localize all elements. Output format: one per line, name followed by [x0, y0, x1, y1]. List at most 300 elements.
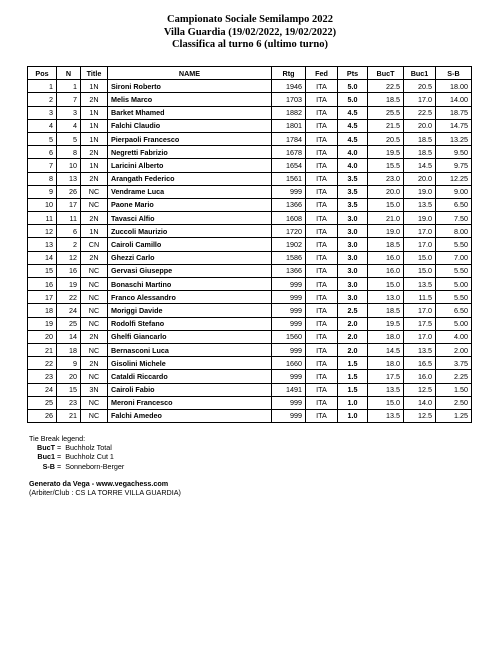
cell-pos: 16 — [28, 278, 57, 291]
table-row — [28, 357, 472, 370]
col-header-rtg: Rtg — [272, 67, 306, 80]
cell-n: 1 — [57, 80, 81, 93]
cell-fed: ITA — [306, 146, 338, 159]
cell-rtg: 999 — [272, 185, 306, 198]
legend-text: = Buchholz Cut 1 — [55, 452, 114, 462]
cell-fed: ITA — [306, 357, 338, 370]
cell-n: 14 — [57, 330, 81, 343]
cell-buc1: 13.5 — [404, 278, 436, 291]
cell-n: 16 — [57, 264, 81, 277]
cell-buc1: 14.0 — [404, 396, 436, 409]
cell-pts: 3.0 — [338, 212, 368, 225]
cell-buct: 15.0 — [368, 396, 404, 409]
cell-fed: ITA — [306, 198, 338, 211]
cell-fed: ITA — [306, 185, 338, 198]
cell-title: NC — [81, 278, 108, 291]
col-header-title: Title — [81, 67, 108, 80]
table-row — [28, 264, 472, 277]
cell-rtg: 999 — [272, 278, 306, 291]
cell-name: Sironi Roberto — [108, 80, 272, 93]
cell-buct: 21.0 — [368, 212, 404, 225]
cell-buc1: 19.0 — [404, 212, 436, 225]
table-row — [28, 396, 472, 409]
cell-name: Barket Mhamed — [108, 106, 272, 119]
cell-title: NC — [81, 343, 108, 356]
cell-buct: 20.0 — [368, 185, 404, 198]
cell-sb: 5.00 — [436, 278, 472, 291]
cell-buc1: 15.0 — [404, 251, 436, 264]
cell-buct: 15.0 — [368, 278, 404, 291]
cell-name: Cataldi Riccardo — [108, 370, 272, 383]
table-row — [28, 291, 472, 304]
cell-pts: 1.5 — [338, 357, 368, 370]
cell-name: Paone Mario — [108, 198, 272, 211]
cell-name: Franco Alessandro — [108, 291, 272, 304]
col-header-buct: BucT — [368, 67, 404, 80]
cell-buct: 22.5 — [368, 80, 404, 93]
cell-title: NC — [81, 291, 108, 304]
cell-title: NC — [81, 317, 108, 330]
cell-sb: 5.50 — [436, 291, 472, 304]
cell-n: 18 — [57, 343, 81, 356]
cell-rtg: 1560 — [272, 330, 306, 343]
cell-name: Bonaschi Martino — [108, 278, 272, 291]
table-row — [28, 80, 472, 93]
cell-rtg: 1801 — [272, 119, 306, 132]
cell-sb: 3.75 — [436, 357, 472, 370]
cell-buc1: 20.5 — [404, 80, 436, 93]
cell-name: Arangath Federico — [108, 172, 272, 185]
legend-text: = Buchholz Total — [55, 443, 112, 453]
cell-pts: 2.5 — [338, 304, 368, 317]
tie-break-legend — [29, 434, 124, 471]
cell-rtg: 999 — [272, 409, 306, 422]
cell-pos: 18 — [28, 304, 57, 317]
cell-pts: 3.0 — [338, 238, 368, 251]
cell-buct: 15.5 — [368, 159, 404, 172]
cell-buct: 18.5 — [368, 93, 404, 106]
cell-fed: ITA — [306, 80, 338, 93]
cell-rtg: 1654 — [272, 159, 306, 172]
legend-item — [29, 462, 124, 471]
cell-name: Cairoli Camillo — [108, 238, 272, 251]
cell-pts: 4.0 — [338, 159, 368, 172]
cell-n: 5 — [57, 132, 81, 145]
cell-sb: 9.50 — [436, 146, 472, 159]
cell-n: 21 — [57, 409, 81, 422]
cell-buc1: 22.5 — [404, 106, 436, 119]
cell-fed: ITA — [306, 383, 338, 396]
cell-buc1: 14.5 — [404, 159, 436, 172]
cell-name: Gisolini Michele — [108, 357, 272, 370]
cell-buct: 13.5 — [368, 409, 404, 422]
cell-pos: 4 — [28, 119, 57, 132]
cell-title: 1N — [81, 106, 108, 119]
cell-buc1: 20.0 — [404, 172, 436, 185]
cell-sb: 14.75 — [436, 119, 472, 132]
cell-pos: 22 — [28, 357, 57, 370]
cell-buct: 19.5 — [368, 146, 404, 159]
cell-buc1: 17.5 — [404, 317, 436, 330]
table-header-row — [28, 67, 472, 80]
cell-pts: 4.5 — [338, 119, 368, 132]
cell-n: 22 — [57, 291, 81, 304]
cell-pos: 6 — [28, 146, 57, 159]
cell-title: NC — [81, 198, 108, 211]
table-row — [28, 93, 472, 106]
cell-sb: 5.00 — [436, 317, 472, 330]
cell-title: NC — [81, 264, 108, 277]
col-header-sb: S-B — [436, 67, 472, 80]
cell-pts: 3.0 — [338, 291, 368, 304]
table-row — [28, 185, 472, 198]
table-row — [28, 159, 472, 172]
cell-pts: 3.5 — [338, 172, 368, 185]
cell-sb: 7.00 — [436, 251, 472, 264]
cell-sb: 5.50 — [436, 238, 472, 251]
cell-title: 2N — [81, 357, 108, 370]
cell-rtg: 1902 — [272, 238, 306, 251]
table-row — [28, 146, 472, 159]
cell-pts: 5.0 — [338, 93, 368, 106]
cell-pts: 5.0 — [338, 80, 368, 93]
cell-title: 1N — [81, 132, 108, 145]
cell-pos: 3 — [28, 106, 57, 119]
cell-buc1: 17.0 — [404, 225, 436, 238]
cell-sb: 1.25 — [436, 409, 472, 422]
cell-pts: 3.0 — [338, 251, 368, 264]
cell-sb: 2.00 — [436, 343, 472, 356]
standings-table — [27, 66, 472, 423]
cell-buct: 19.5 — [368, 317, 404, 330]
cell-title: 2N — [81, 172, 108, 185]
cell-n: 20 — [57, 370, 81, 383]
col-header-pts: Pts — [338, 67, 368, 80]
cell-rtg: 1703 — [272, 93, 306, 106]
cell-rtg: 999 — [272, 343, 306, 356]
cell-title: 2N — [81, 93, 108, 106]
cell-rtg: 1586 — [272, 251, 306, 264]
table-row — [28, 212, 472, 225]
cell-buct: 17.5 — [368, 370, 404, 383]
cell-title: NC — [81, 409, 108, 422]
cell-fed: ITA — [306, 106, 338, 119]
cell-pts: 4.5 — [338, 106, 368, 119]
cell-n: 12 — [57, 251, 81, 264]
cell-buct: 16.0 — [368, 264, 404, 277]
cell-pts: 2.0 — [338, 343, 368, 356]
cell-buc1: 12.5 — [404, 383, 436, 396]
cell-buct: 25.5 — [368, 106, 404, 119]
cell-title: NC — [81, 370, 108, 383]
cell-name: Cairoli Fabio — [108, 383, 272, 396]
cell-buct: 18.0 — [368, 357, 404, 370]
cell-title: NC — [81, 396, 108, 409]
generated-by: Generato da Vega - www.vegachess.com — [29, 479, 169, 488]
cell-sb: 9.75 — [436, 159, 472, 172]
cell-buct: 19.0 — [368, 225, 404, 238]
cell-pos: 13 — [28, 238, 57, 251]
legend-item — [29, 443, 124, 452]
cell-fed: ITA — [306, 251, 338, 264]
cell-sb: 12.25 — [436, 172, 472, 185]
cell-sb: 4.00 — [436, 330, 472, 343]
cell-name: Rodolfi Stefano — [108, 317, 272, 330]
cell-buc1: 17.0 — [404, 330, 436, 343]
cell-rtg: 1660 — [272, 357, 306, 370]
table-row — [28, 238, 472, 251]
standings-body — [28, 80, 472, 423]
col-header-pos: Pos — [28, 67, 57, 80]
cell-pts: 3.0 — [338, 225, 368, 238]
cell-buc1: 18.5 — [404, 132, 436, 145]
cell-fed: ITA — [306, 159, 338, 172]
cell-fed: ITA — [306, 330, 338, 343]
cell-pts: 3.0 — [338, 278, 368, 291]
cell-n: 11 — [57, 212, 81, 225]
legend-title: Tie Break legend: — [29, 434, 86, 443]
cell-fed: ITA — [306, 278, 338, 291]
col-header-n: N — [57, 67, 81, 80]
cell-pos: 1 — [28, 80, 57, 93]
cell-pos: 25 — [28, 396, 57, 409]
cell-fed: ITA — [306, 212, 338, 225]
table-row — [28, 370, 472, 383]
cell-n: 2 — [57, 238, 81, 251]
cell-pts: 3.5 — [338, 185, 368, 198]
cell-pos: 9 — [28, 185, 57, 198]
legend-item — [29, 452, 124, 461]
cell-n: 8 — [57, 146, 81, 159]
cell-rtg: 999 — [272, 304, 306, 317]
cell-rtg: 1561 — [272, 172, 306, 185]
cell-fed: ITA — [306, 291, 338, 304]
cell-pos: 26 — [28, 409, 57, 422]
document-footer — [29, 479, 181, 497]
cell-name: Tavasci Alfio — [108, 212, 272, 225]
cell-title: 1N — [81, 225, 108, 238]
table-row — [28, 119, 472, 132]
table-row — [28, 172, 472, 185]
table-row — [28, 330, 472, 343]
legend-key: S-B — [42, 461, 55, 471]
cell-buc1: 15.0 — [404, 264, 436, 277]
tournament-venue-dates: Villa Guardia (19/02/2022, 19/02/2022) — [163, 26, 337, 38]
cell-sb: 5.50 — [436, 264, 472, 277]
cell-pts: 3.0 — [338, 264, 368, 277]
cell-n: 19 — [57, 278, 81, 291]
cell-buc1: 20.0 — [404, 119, 436, 132]
cell-name: Vendrame Luca — [108, 185, 272, 198]
cell-n: 15 — [57, 383, 81, 396]
cell-sb: 2.25 — [436, 370, 472, 383]
cell-fed: ITA — [306, 119, 338, 132]
cell-sb: 8.00 — [436, 225, 472, 238]
cell-fed: ITA — [306, 264, 338, 277]
cell-buct: 13.0 — [368, 291, 404, 304]
cell-rtg: 1366 — [272, 198, 306, 211]
cell-buct: 13.5 — [368, 383, 404, 396]
arbiter-club: (Arbiter/Club : CS LA TORRE VILLA GUARDIA) — [29, 488, 181, 498]
cell-title: 2N — [81, 251, 108, 264]
cell-name: Zuccoli Maurizio — [108, 225, 272, 238]
cell-n: 3 — [57, 106, 81, 119]
table-row — [28, 383, 472, 396]
cell-pos: 15 — [28, 264, 57, 277]
table-row — [28, 198, 472, 211]
cell-rtg: 999 — [272, 370, 306, 383]
cell-pos: 12 — [28, 225, 57, 238]
cell-pts: 4.0 — [338, 146, 368, 159]
cell-title: NC — [81, 185, 108, 198]
cell-n: 23 — [57, 396, 81, 409]
cell-buct: 20.5 — [368, 132, 404, 145]
table-row — [28, 304, 472, 317]
cell-name: Negretti Fabrizio — [108, 146, 272, 159]
cell-rtg: 1784 — [272, 132, 306, 145]
cell-n: 10 — [57, 159, 81, 172]
cell-fed: ITA — [306, 132, 338, 145]
cell-title: NC — [81, 304, 108, 317]
tournament-title: Campionato Sociale Semilampo 2022 — [167, 14, 333, 25]
cell-sb: 7.50 — [436, 212, 472, 225]
cell-rtg: 999 — [272, 317, 306, 330]
cell-buc1: 13.5 — [404, 343, 436, 356]
cell-buct: 18.5 — [368, 304, 404, 317]
cell-name: Pierpaoli Francesco — [108, 132, 272, 145]
cell-sb: 14.00 — [436, 93, 472, 106]
cell-name: Meroni Francesco — [108, 396, 272, 409]
cell-sb: 18.00 — [436, 80, 472, 93]
cell-title: 1N — [81, 119, 108, 132]
cell-pos: 11 — [28, 212, 57, 225]
cell-pts: 1.0 — [338, 409, 368, 422]
table-row — [28, 409, 472, 422]
cell-n: 26 — [57, 185, 81, 198]
cell-name: Melis Marco — [108, 93, 272, 106]
cell-pts: 1.5 — [338, 383, 368, 396]
cell-fed: ITA — [306, 238, 338, 251]
cell-buc1: 18.5 — [404, 146, 436, 159]
cell-fed: ITA — [306, 409, 338, 422]
cell-sb: 2.50 — [436, 396, 472, 409]
table-row — [28, 343, 472, 356]
cell-buct: 15.0 — [368, 198, 404, 211]
cell-buc1: 12.5 — [404, 409, 436, 422]
col-header-buc1: Buc1 — [404, 67, 436, 80]
cell-fed: ITA — [306, 304, 338, 317]
cell-fed: ITA — [306, 172, 338, 185]
cell-name: Bernasconi Luca — [108, 343, 272, 356]
cell-pos: 23 — [28, 370, 57, 383]
cell-fed: ITA — [306, 396, 338, 409]
cell-name: Ghelfi Giancarlo — [108, 330, 272, 343]
cell-pos: 10 — [28, 198, 57, 211]
cell-title: 2N — [81, 212, 108, 225]
cell-pos: 20 — [28, 330, 57, 343]
col-header-fed: Fed — [306, 67, 338, 80]
cell-title: 3N — [81, 383, 108, 396]
cell-buct: 18.0 — [368, 330, 404, 343]
cell-buc1: 16.5 — [404, 357, 436, 370]
cell-rtg: 1366 — [272, 264, 306, 277]
cell-pos: 17 — [28, 291, 57, 304]
cell-n: 9 — [57, 357, 81, 370]
cell-pts: 3.5 — [338, 198, 368, 211]
cell-sb: 6.50 — [436, 198, 472, 211]
cell-pos: 8 — [28, 172, 57, 185]
cell-fed: ITA — [306, 317, 338, 330]
col-header-name: NAME — [108, 67, 272, 80]
cell-name: Ghezzi Carlo — [108, 251, 272, 264]
cell-title: 2N — [81, 146, 108, 159]
legend-key: BucT — [37, 443, 55, 453]
cell-sb: 13.25 — [436, 132, 472, 145]
cell-rtg: 1491 — [272, 383, 306, 396]
document-header — [0, 14, 500, 52]
table-row — [28, 317, 472, 330]
cell-pos: 5 — [28, 132, 57, 145]
cell-buc1: 17.0 — [404, 93, 436, 106]
cell-pos: 2 — [28, 93, 57, 106]
cell-name: Falchi Claudio — [108, 119, 272, 132]
standings-round-title: Classifica al turno 6 (ultimo turno) — [171, 39, 329, 50]
cell-pos: 7 — [28, 159, 57, 172]
table-row — [28, 132, 472, 145]
cell-buct: 18.5 — [368, 238, 404, 251]
cell-buc1: 19.0 — [404, 185, 436, 198]
cell-pts: 1.0 — [338, 396, 368, 409]
cell-rtg: 1608 — [272, 212, 306, 225]
cell-buc1: 16.0 — [404, 370, 436, 383]
cell-n: 4 — [57, 119, 81, 132]
cell-pts: 1.5 — [338, 370, 368, 383]
cell-buc1: 17.0 — [404, 238, 436, 251]
cell-fed: ITA — [306, 370, 338, 383]
cell-name: Laricini Alberto — [108, 159, 272, 172]
cell-title: CN — [81, 238, 108, 251]
cell-n: 7 — [57, 93, 81, 106]
cell-title: 1N — [81, 80, 108, 93]
table-row — [28, 278, 472, 291]
cell-title: 2N — [81, 330, 108, 343]
cell-sb: 6.50 — [436, 304, 472, 317]
cell-buc1: 13.5 — [404, 198, 436, 211]
cell-rtg: 1720 — [272, 225, 306, 238]
cell-n: 13 — [57, 172, 81, 185]
legend-key: Buc1 — [37, 452, 55, 462]
cell-rtg: 999 — [272, 396, 306, 409]
table-row — [28, 225, 472, 238]
cell-rtg: 1882 — [272, 106, 306, 119]
cell-buc1: 17.0 — [404, 304, 436, 317]
cell-n: 17 — [57, 198, 81, 211]
legend-text: = Sonneborn-Berger — [55, 461, 125, 471]
cell-name: Moriggi Davide — [108, 304, 272, 317]
cell-fed: ITA — [306, 343, 338, 356]
cell-buct: 21.5 — [368, 119, 404, 132]
cell-fed: ITA — [306, 225, 338, 238]
table-row — [28, 106, 472, 119]
cell-pos: 19 — [28, 317, 57, 330]
cell-sb: 18.75 — [436, 106, 472, 119]
cell-pts: 4.5 — [338, 132, 368, 145]
cell-n: 6 — [57, 225, 81, 238]
cell-buct: 23.0 — [368, 172, 404, 185]
cell-pos: 24 — [28, 383, 57, 396]
cell-n: 24 — [57, 304, 81, 317]
table-row — [28, 251, 472, 264]
